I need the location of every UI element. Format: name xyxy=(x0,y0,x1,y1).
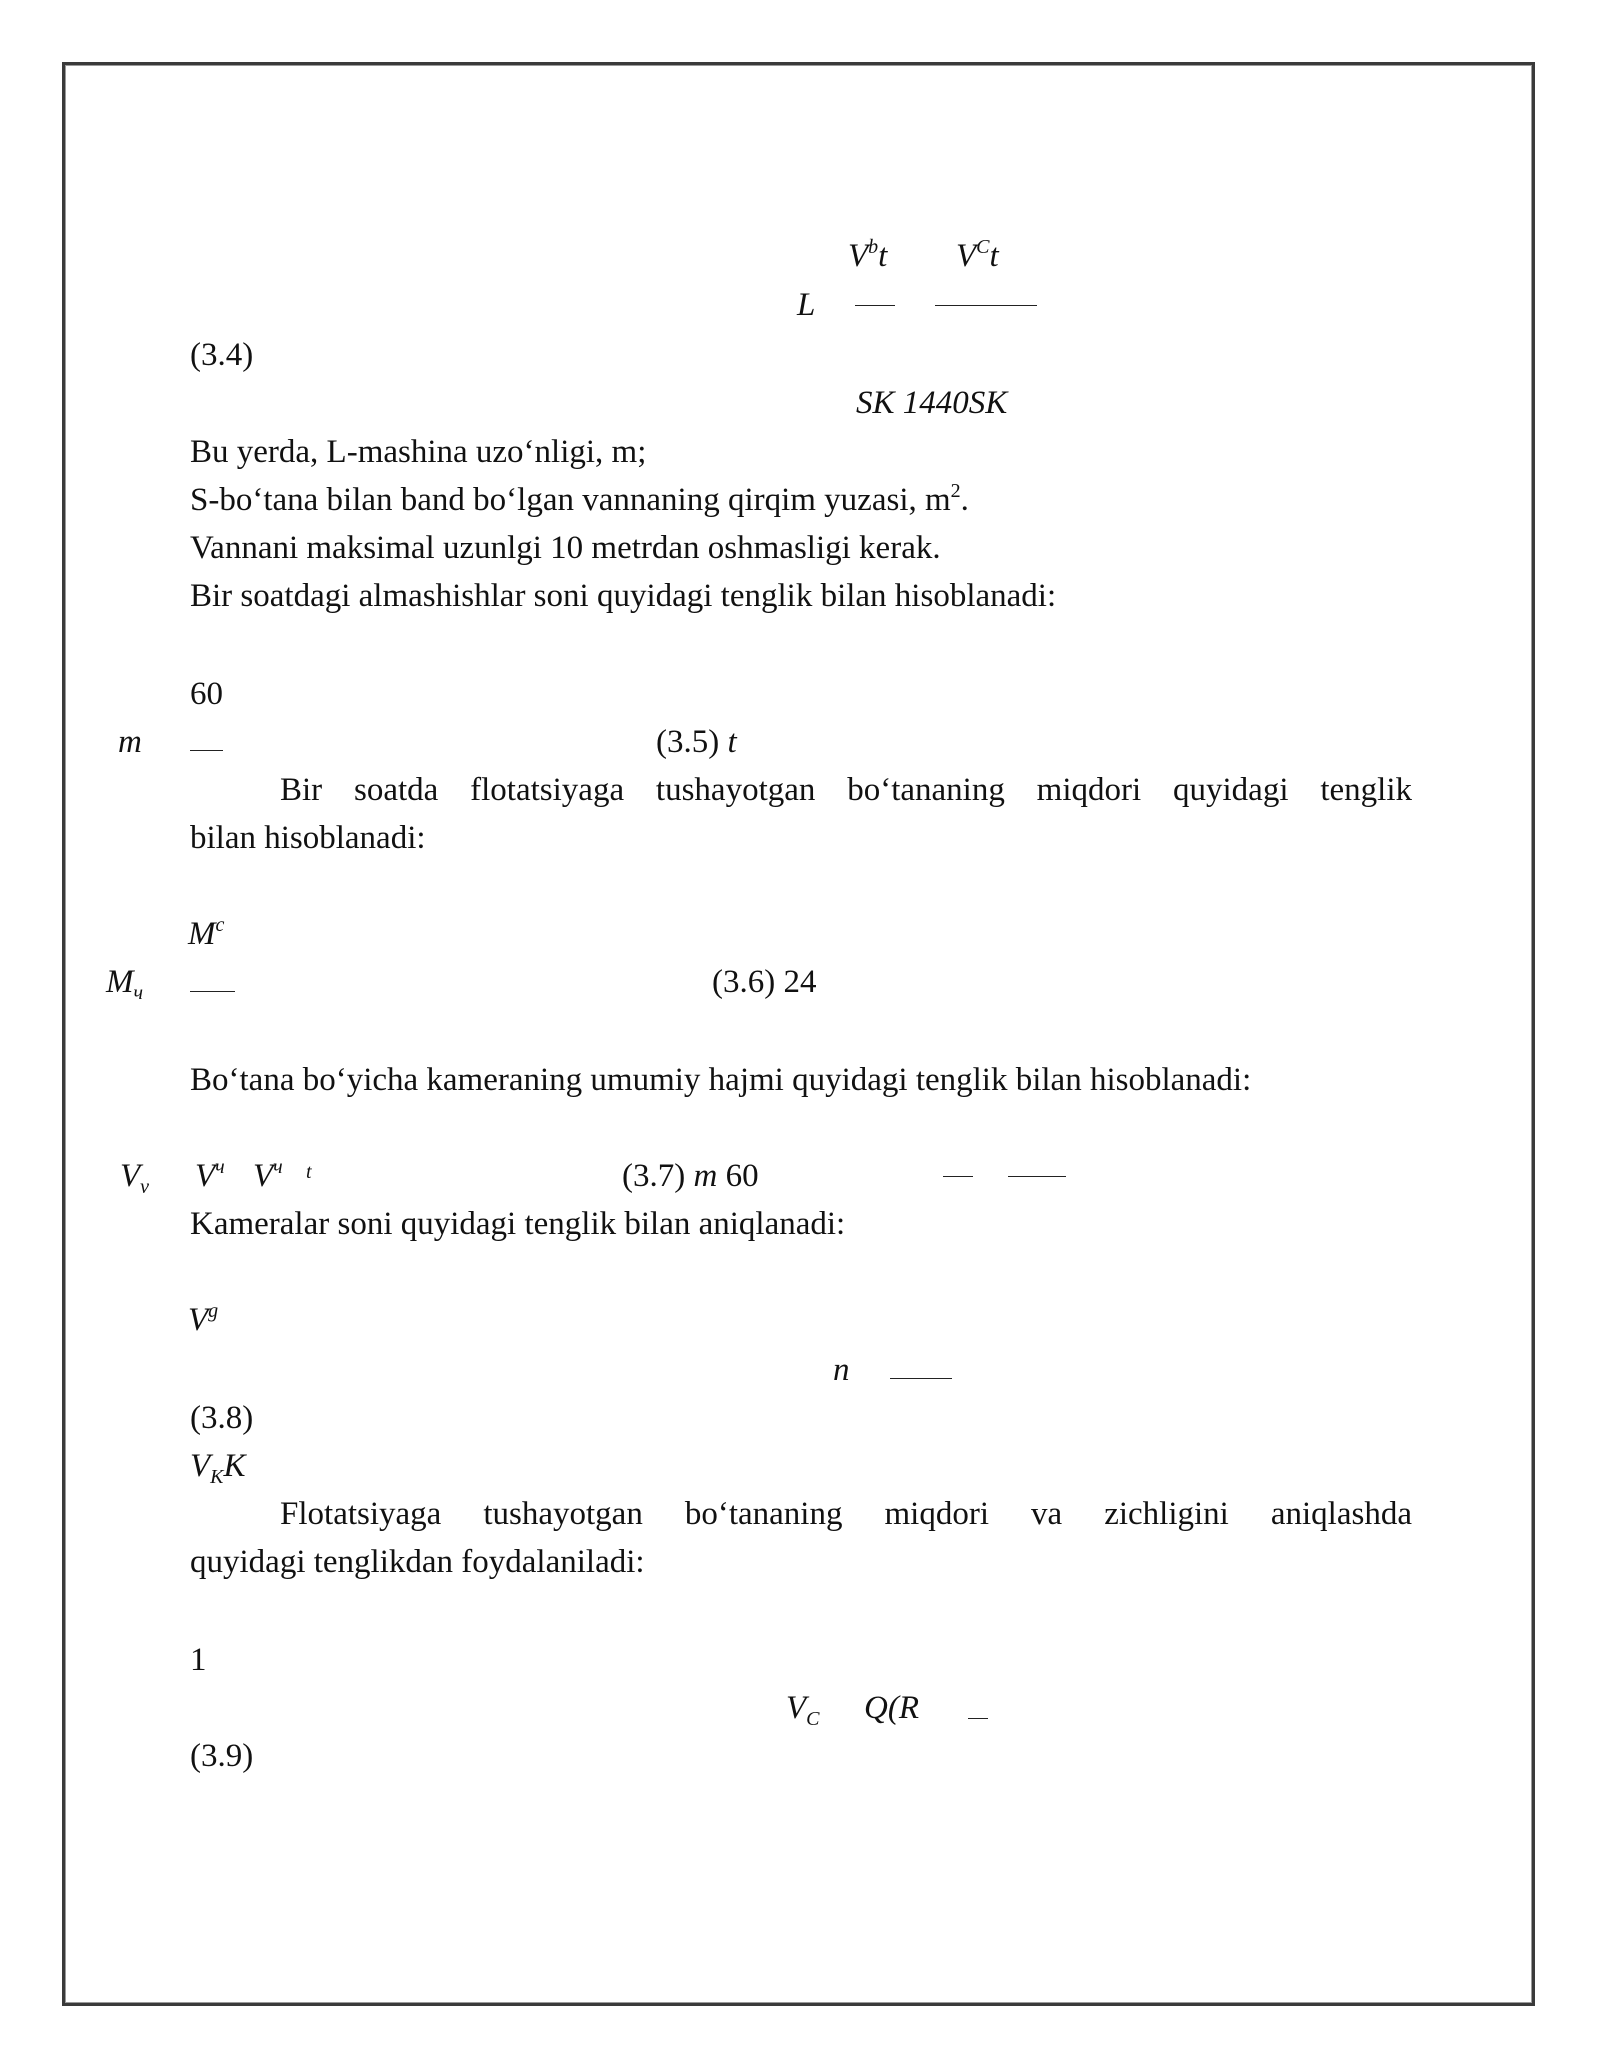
eq36-fraction-bar xyxy=(190,991,235,992)
eq37-fraction-bar-2 xyxy=(1008,1176,1066,1177)
eq37-term-b: $V^ч$ xyxy=(253,1156,283,1194)
eq34-label: (3.4) xyxy=(190,337,254,373)
eq36-numerator: $M^c$ xyxy=(188,914,225,952)
eq38-numerator: $V^g$ xyxy=(188,1300,219,1338)
paragraph-definition-L: Bu yerda, L-mashina uzo‘nligi, m; xyxy=(190,434,647,470)
paragraph-exchanges-intro: Bir soatdagi almashishlar soni quyidagi tenglik bilan hisoblanadi: xyxy=(190,578,1057,614)
paragraph-flow-intro-end: bilan hisoblanadi: xyxy=(190,820,426,856)
eq34-numerator-2: $V^Ct$ xyxy=(956,236,999,274)
eq38-fraction-bar xyxy=(890,1378,952,1379)
eq35-label: (3.5) t xyxy=(656,724,737,760)
paragraph-definition-S: S-bo‘tana bilan band bo‘lgan vannaning qirqim yuzasi, $m^2$. xyxy=(190,480,969,518)
eq38-lhs: n xyxy=(833,1352,850,1388)
eq36-lhs: $M_ч$ xyxy=(106,964,144,1004)
eq34-denominator: SK 1440SK xyxy=(856,385,1008,421)
eq39-label: (3.9) xyxy=(190,1738,254,1774)
eq34-lhs: L xyxy=(797,287,816,323)
eq39-numerator: 1 xyxy=(190,1642,207,1678)
eq35-fraction-bar xyxy=(190,750,223,751)
eq34-fraction-bar-1 xyxy=(855,305,895,306)
eq35-numerator: 60 xyxy=(190,676,223,712)
eq39-lhs: $V_C$ xyxy=(786,1690,820,1730)
eq38-label: (3.8) xyxy=(190,1400,254,1436)
eq39-rhs: Q(R xyxy=(864,1690,919,1726)
eq37-term-a: $V^ч$ xyxy=(195,1156,225,1194)
eq34-numerator-1: $V^bt$ xyxy=(848,236,888,274)
eq37-t: t xyxy=(306,1161,312,1183)
paragraph-density-intro-end: quyidagi tenglikdan foydalaniladi: xyxy=(190,1544,645,1580)
paragraph-cameras-intro: Kameralar soni quyidagi tenglik bilan aniqlanadi: xyxy=(190,1206,846,1242)
eq35-lhs: m xyxy=(118,724,142,760)
paragraph-flow-intro: Bir soatda flotatsiyaga tushayotgan bo‘tananing miqdori quyidagi tenglik xyxy=(280,772,1412,808)
paragraph-density-intro: Flotatsiyaga tushayotgan bo‘tananing miqdori va zichligini aniqlashda xyxy=(280,1496,1412,1532)
eq37-fraction-bar-1 xyxy=(943,1176,973,1177)
eq37-label: (3.7) m 60 xyxy=(622,1158,759,1194)
eq37-lhs: $V_v$ xyxy=(120,1158,150,1198)
paragraph-volume-intro: Bo‘tana bo‘yicha kameraning umumiy hajmi quyidagi tenglik bilan hisoblanadi: xyxy=(190,1062,1252,1098)
paragraph-max-length: Vannani maksimal uzunlgi 10 metrdan oshmasligi kerak. xyxy=(190,530,941,566)
eq34-fraction-bar-2 xyxy=(935,305,1037,306)
eq39-fraction-bar xyxy=(968,1718,988,1719)
eq38-denominator: $V_KK$ xyxy=(190,1448,246,1488)
eq36-label: (3.6) 24 xyxy=(712,964,817,1000)
